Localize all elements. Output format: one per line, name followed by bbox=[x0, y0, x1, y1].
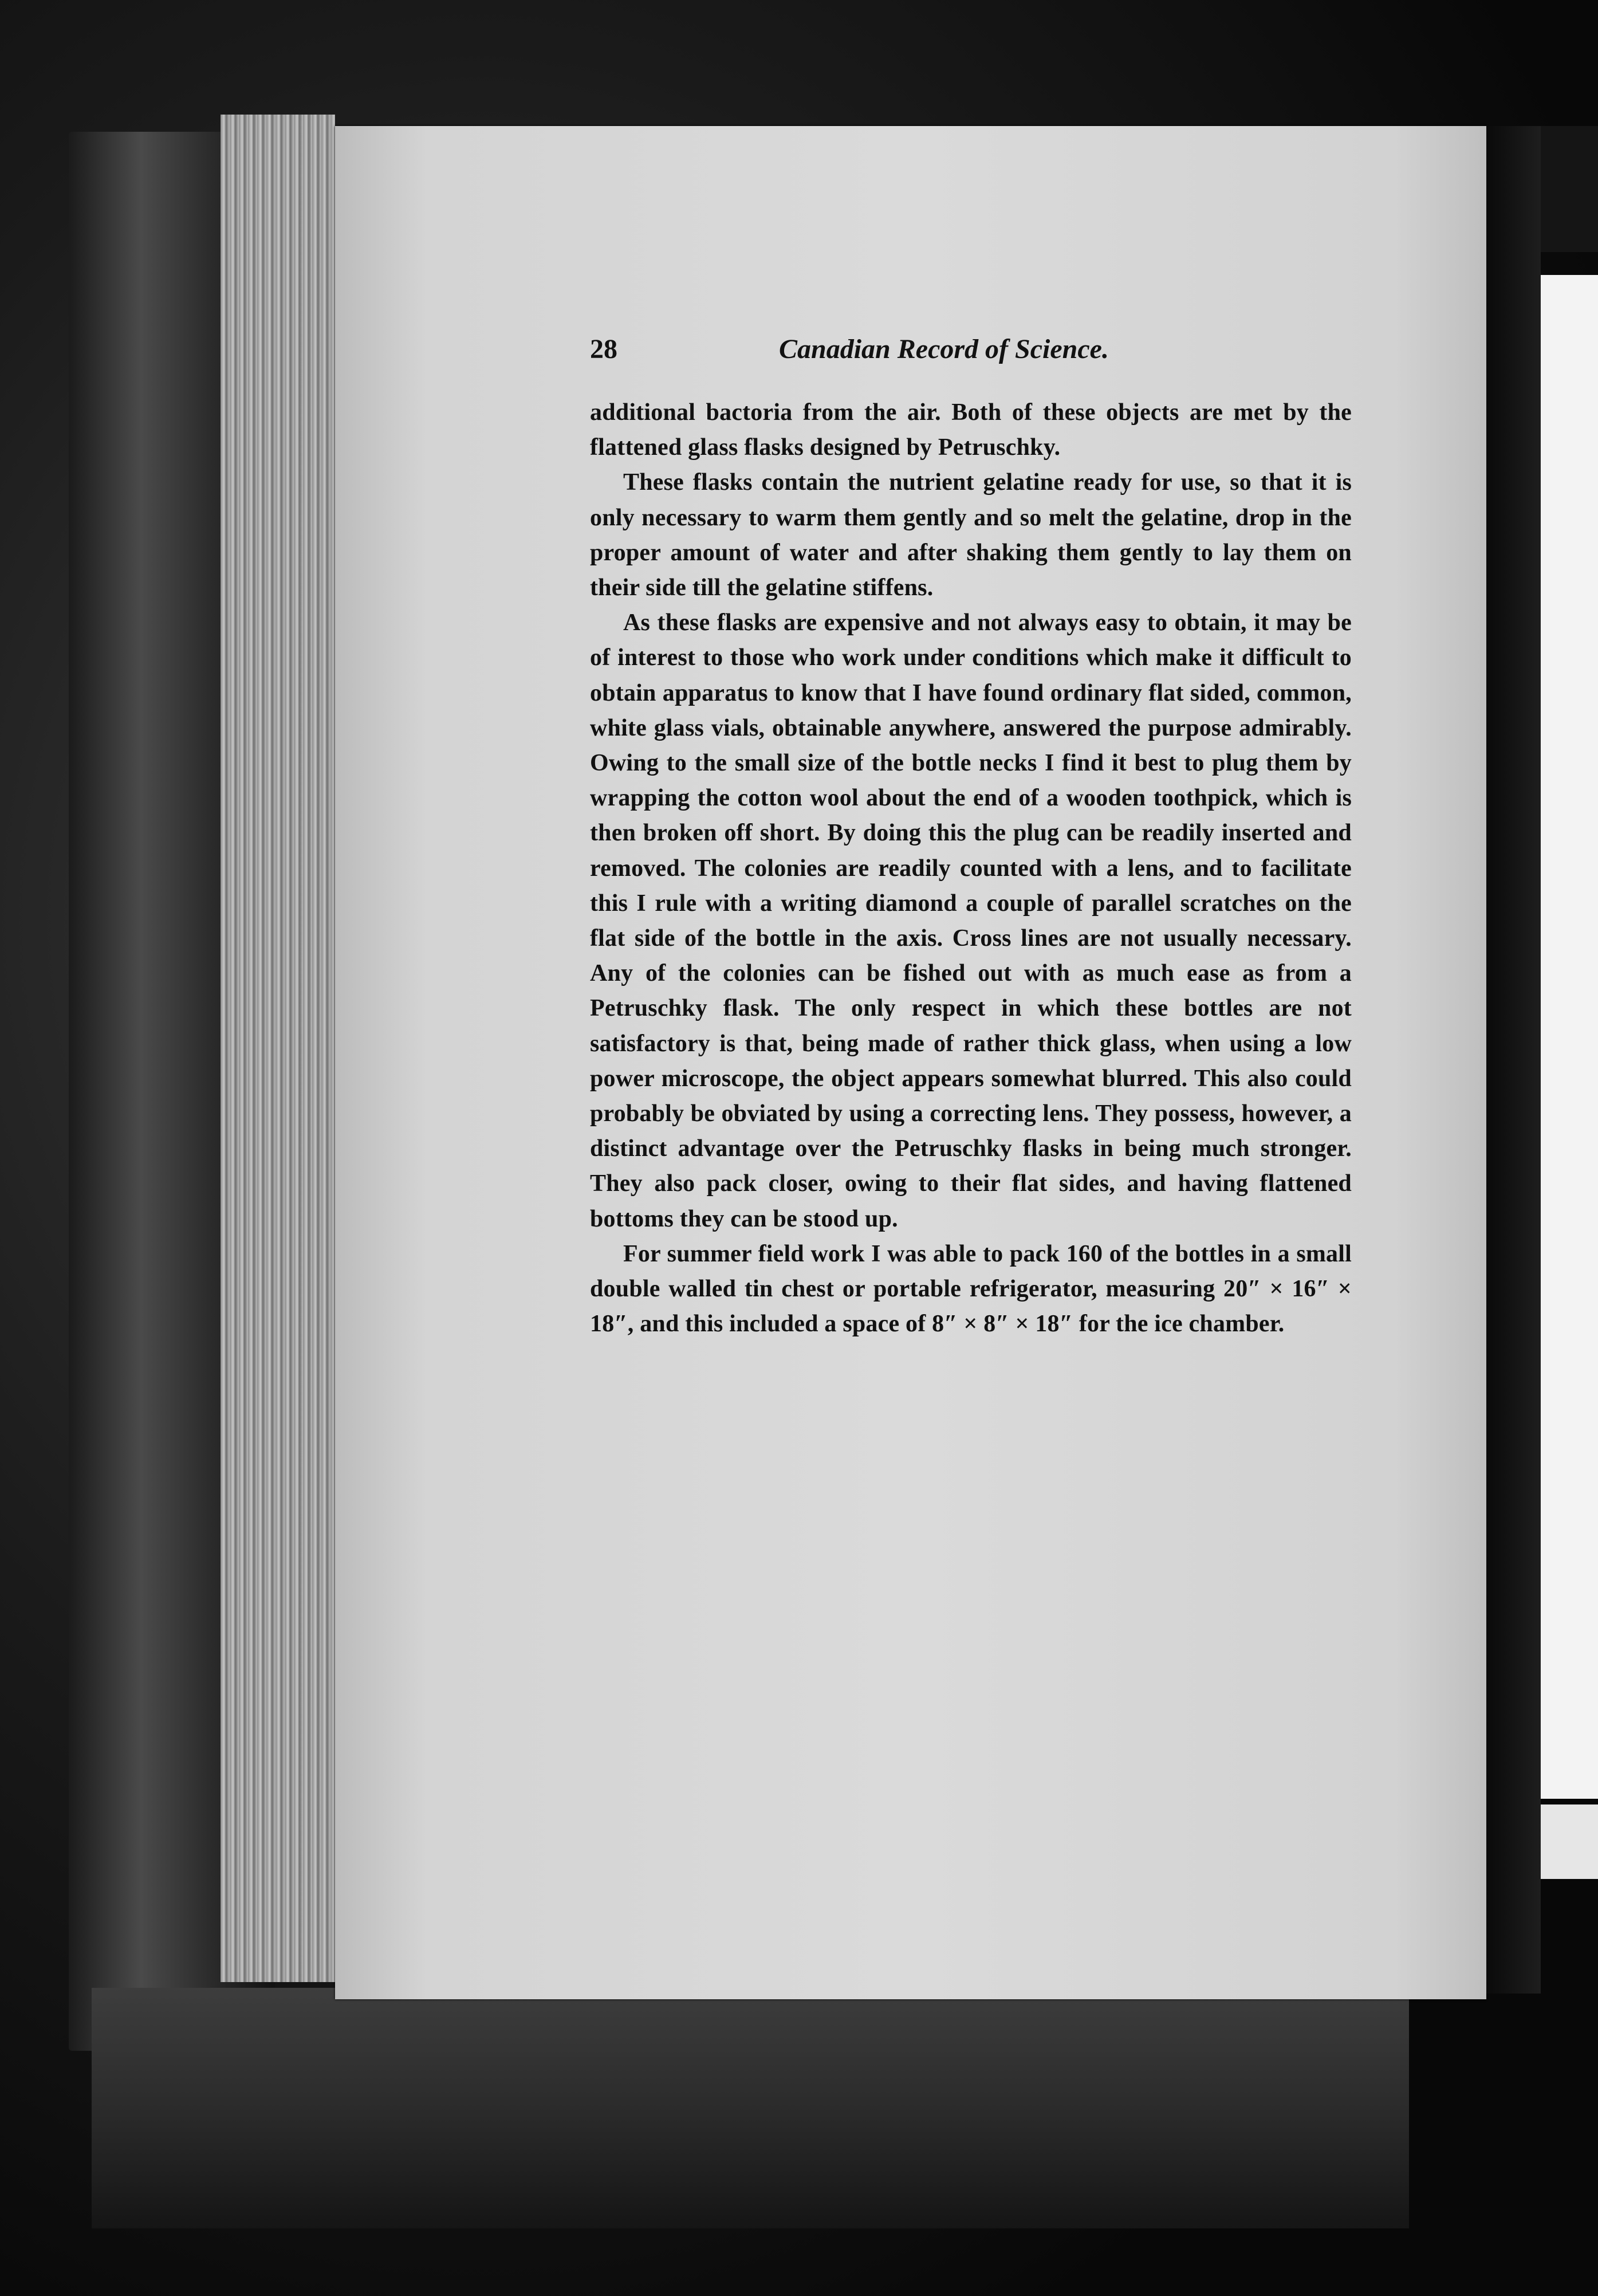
paragraph-3: As these flasks are expensive and not always easy to obtain, it may be of interest to those who work under conditions which make it difficult to obtain apparatus to know that I have found ordinary flat sided, common, white glass vials, obtainable anywhere, answered the purpose admirably. Owing to the small size of the bottle necks I find it best to plug them by wrapping the cotton wool about the end of a wooden toothpick, which is then broken off short. By doing this the plug can be readily inserted and removed. The colonies are readily counted with a lens, and to facilitate this I rule with a writing diamond a couple of parallel scratches on the flat side of the bottle in the axis. Cross lines are not usually necessary. Any of the colonies can be fished out with as much ease as from a Petruschky flask. The only respect in which these bottles are not satisfactory is that, being made of rather thick glass, when using a low power microscope, the object appears somewhat blurred. This also could probably be obviated by using a correcting lens. They possess, however, a distinct advantage over the Petruschky flasks in being much stronger. They also pack closer, owing to their flat sides, and having flattened bottoms they can be stood up. bbox=[590, 610, 1352, 1232]
paragraph-2: These flasks contain the nutrient gelatine ready for use, so that it is only necessary to warm them gently and so melt the gelatine, drop in the proper amount of water and after shaking them gently to lay them on their side till the gelatine stiffens. bbox=[590, 469, 1352, 601]
paragraph-1: additional bactoria from the air. Both of these objects are met by the flattened glass flasks designed by Petruschky. bbox=[590, 399, 1352, 461]
page-header bbox=[590, 329, 1352, 369]
body-text bbox=[590, 395, 1352, 1342]
page-gutter bbox=[1486, 126, 1541, 1994]
book-cover-bottom bbox=[92, 1988, 1409, 2228]
page-edges bbox=[221, 115, 335, 1982]
paragraph-4: For summer field work I was able to pack 160 of the bottles in a small double walled tin chest or portable refrigerator, measuring 20″ × 16″ × 18″, and this included a space of 8″ × 8″ × 18″ for the ice chamber. bbox=[590, 1240, 1352, 1338]
running-title: Canadian Record of Science. bbox=[779, 334, 1109, 364]
facing-page-shadow bbox=[1541, 126, 1598, 252]
page-number: 28 bbox=[590, 334, 617, 364]
